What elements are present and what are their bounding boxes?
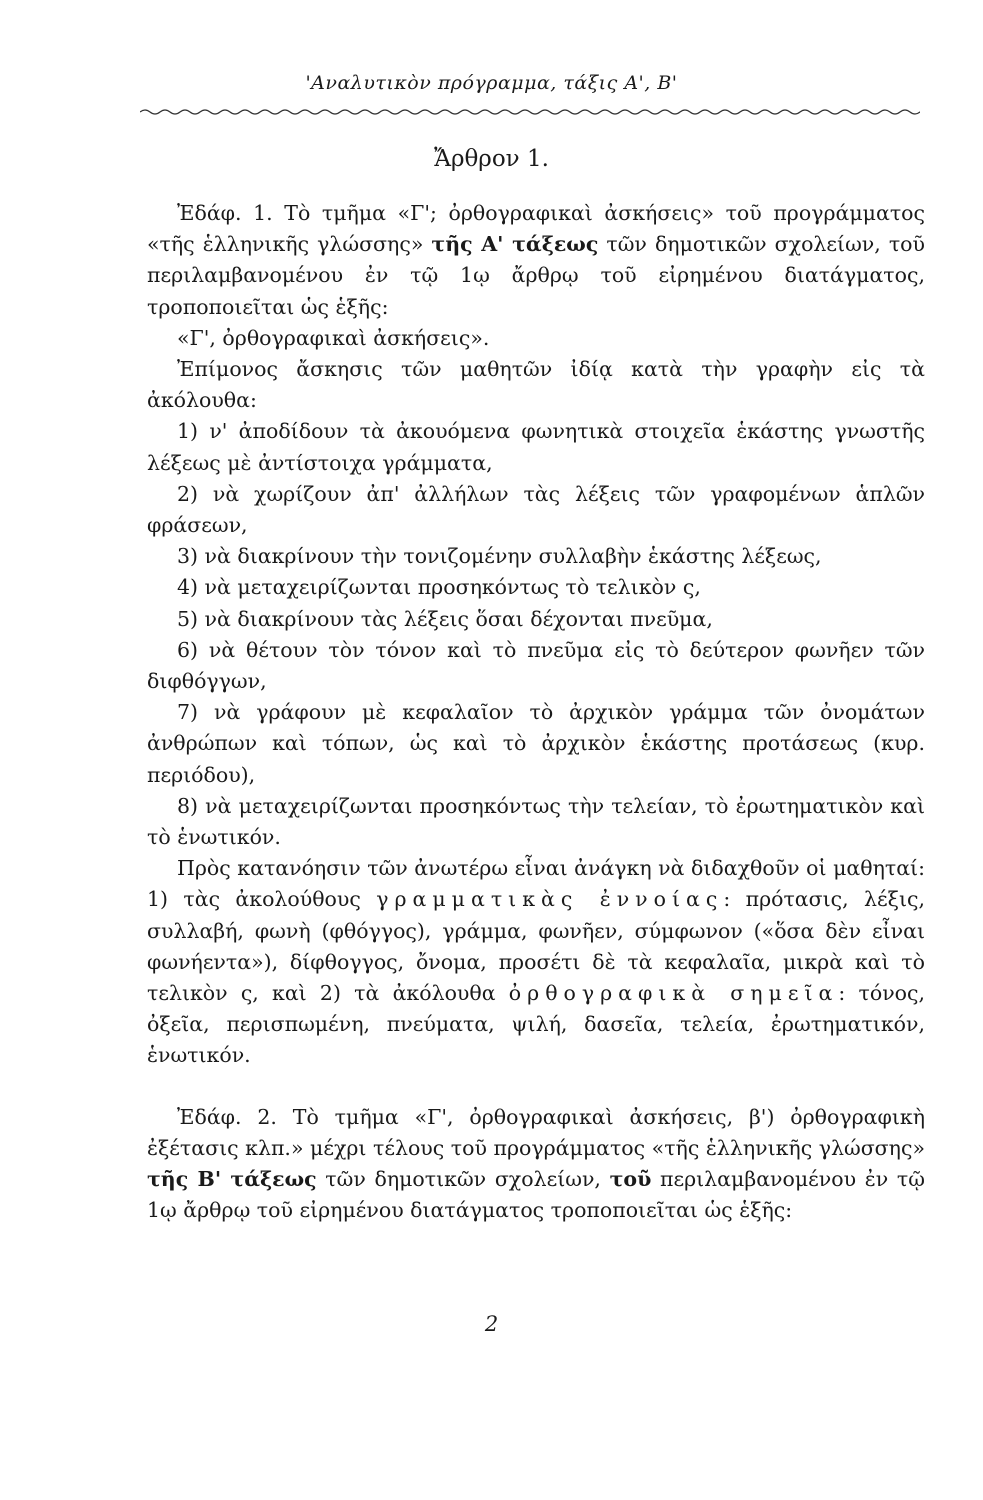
paragraph-1 <box>147 198 925 323</box>
understanding-spaced-1: γραμματικὰς ἐννοίας <box>376 887 724 912</box>
paragraph-1-bold: τῆς Α' τάξεως <box>431 232 599 257</box>
understanding-spaced-2: ὀρθογραφικὰ σημεῖα <box>508 981 839 1006</box>
paragraph-2 <box>147 1102 925 1227</box>
paragraph-1-tail: τῶν δημοτικῶν σχολείων, τοῦ περιλαμβανομένου ἐν τῷ 1ῳ ἄρθρῳ τοῦ εἰρημένου διατάγματος, τροποποιεῖται ὡς ἑξῆς: <box>147 232 925 319</box>
paragraph-2-mid: τῶν δημοτικῶν σχολείων, <box>325 1167 601 1192</box>
understanding-tail: : τόνος, ὀξεῖα, περισπωμένη, πνεύματα, ψιλή, δασεῖα, τελεία, ἐρωτηματικόν, ἑνωτικόν. <box>147 981 925 1068</box>
paragraph-2-lead: Ἐδάφ. 2. Τὸ τμῆμα «Γ', ὀρθογραφικαὶ ἀσκήσεις, β') ὀρθογραφικὴ ἐξέτασις κλπ.» μέχρι τέλους τοῦ προγράμματος «τῆς ἑλληνικῆς γλώσσης» <box>147 1104 925 1160</box>
list-item-1: 1) ν' ἀποδίδουν τὰ ἀκουόμενα φωνητικὰ στοιχεῖα ἑκάστης γνωστῆς λέξεως μὲ ἀντίστοιχα γράμματα, <box>147 419 925 475</box>
list-item-3: 3) νὰ διακρίνουν τὴν τονιζομένην συλλαβὴν ἑκάστης λέξεως, <box>177 544 822 569</box>
list-item-8: 8) νὰ μεταχειρίζωνται προσηκόντως τὴν τελείαν, τὸ ἐρωτηματικὸν καὶ τὸ ἑνωτικόν. <box>147 793 925 850</box>
document-body <box>147 198 925 1227</box>
page-number: 2 <box>484 1312 499 1336</box>
list-item-5: 5) νὰ διακρίνουν τὰς λέξεις ὅσαι δέχονται πνεῦμα, <box>177 606 713 631</box>
understanding-mid: : πρότασις, λέξις, συλλαβή, φωνὴ (φθόγγος), γράμμα, φωνῆεν, σύμφωνον («ὅσα δὲν εἶναι φωνήεντα»), δίφθογγος, ὄνομα, προσέτι δὲ τὰ κεφαλαῖα, μικρὰ καὶ τὸ τελικὸν ς, καὶ 2) τὰ ἀκόλουθα <box>147 887 925 1006</box>
article-title: Ἄρθρον 1. <box>434 146 549 172</box>
wavy-rule <box>140 108 920 116</box>
intro-paragraph: Ἐπίμονος ἄσκησις τῶν μαθητῶν ἰδίᾳ κατὰ τὴν γραφὴν εἰς τὰ ἀκόλουθα: <box>147 357 925 413</box>
quote-heading: «Γ', ὀρθογραφικαὶ ἀσκήσεις». <box>177 325 490 350</box>
paragraph-1-lead: Ἐδάφ. 1. Τὸ τμῆμα «Γ'; ὀρθογραφικαὶ ἀσκήσεις» τοῦ προγράμματος «τῆς ἑλληνικῆς γλώσσης» <box>147 201 925 257</box>
list-item-4: 4) νὰ μεταχειρίζωνται προσηκόντως τὸ τελικὸν ς, <box>177 575 701 600</box>
paragraph-2-bold-2: τοῦ <box>609 1167 652 1192</box>
paragraph-2-bold: τῆς Β' τάξεως <box>147 1167 317 1192</box>
list-item-2: 2) νὰ χωρίζουν ἀπ' ἀλλήλων τὰς λέξεις τῶν γραφομένων ἁπλῶν φράσεων, <box>147 481 925 538</box>
understanding-paragraph <box>147 853 925 1071</box>
list-item-7: 7) νὰ γράφουν μὲ κεφαλαῖον τὸ ἀρχικὸν γράμμα τῶν ὀνομάτων ἀνθρώπων καὶ τόπων, ὡς καὶ τὸ ἀρχικὸν ἑκάστης προτάσεως (κυρ. περιόδου), <box>147 700 925 787</box>
running-head: 'Αναλυτικὸν πρόγραμμα, τάξις Α', Β' <box>305 72 678 94</box>
paragraph-2-tail: περιλαμβανομένου ἐν τῷ 1ῳ ἄρθρῳ τοῦ εἰρημένου διατάγματος τροποποιεῖται ὡς ἑξῆς: <box>147 1167 925 1223</box>
understanding-lead: Πρὸς κατανόησιν τῶν ἀνωτέρω εἶναι ἀνάγκη νὰ διδαχθοῦν οἱ μαθηταί: 1) τὰς ἀκολούθους <box>147 856 925 912</box>
list-item-6: 6) νὰ θέτουν τὸν τόνον καὶ τὸ πνεῦμα εἰς τὸ δεύτερον φωνῆεν τῶν διφθόγγων, <box>147 637 925 694</box>
